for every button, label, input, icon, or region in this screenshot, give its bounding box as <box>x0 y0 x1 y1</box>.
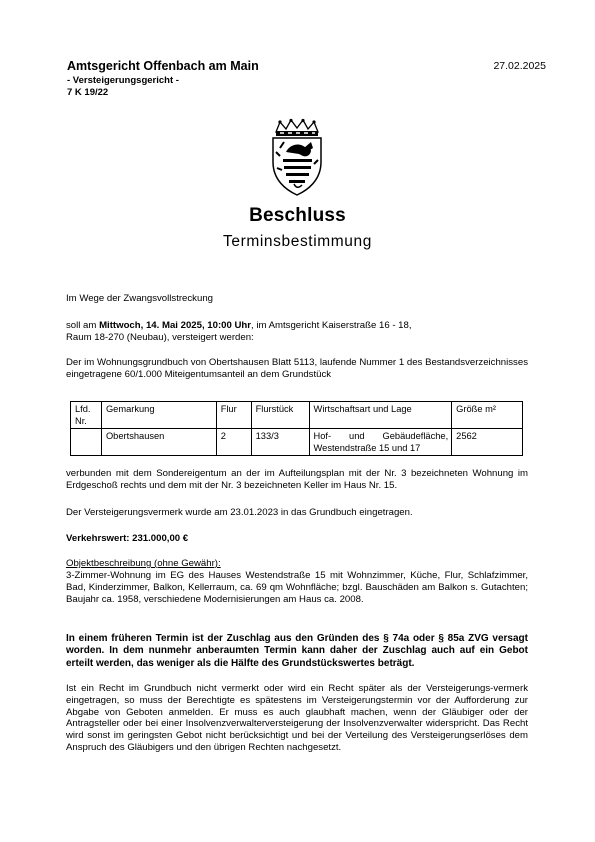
table-header-row <box>71 402 523 429</box>
court-department: - Versteigerungsgericht - <box>67 75 179 86</box>
table-cell <box>71 429 102 456</box>
appointment-location: , im Amtsgericht Kaiserstraße 16 - 18, <box>251 320 412 331</box>
court-name: Amtsgericht Offenbach am Main <box>67 59 259 73</box>
document-date: 27.02.2025 <box>493 60 546 72</box>
appointment-prefix: soll am <box>66 320 100 331</box>
appointment-room: Raum 18-270 (Neubau), versteigert werden: <box>66 331 254 343</box>
parcel-table <box>70 401 523 456</box>
document-subtitle: Terminsbestimmung <box>223 233 372 250</box>
object-description-heading: Objektbeschreibung (ohne Gewähr): <box>66 558 221 569</box>
property-description: Der im Wohnungsgrundbuch von Obertshausen Blatt 5113, laufende Nummer 1 des Bestandsverzeichnisses eingetragene 60/1.000 Miteigentumsanteil an dem Grundstück <box>66 357 528 380</box>
table-header-cell: Flurstück <box>251 402 309 429</box>
table-header-cell: Flur <box>216 402 251 429</box>
intro-text: Im Wege der Zwangsvollstreckung <box>66 293 213 304</box>
table-header-cell: Größe m² <box>452 402 523 429</box>
table-cell: Obertshausen <box>101 429 216 456</box>
connected-ownership-text: verbunden mit dem Sondereigentum an der im Aufteilungsplan mit der Nr. 3 bezeichneten Wohnung im Erdgeschoß rechts und dem mit der Nr. 3 bezeichneten Keller im Haus Nr. 15. <box>66 468 528 491</box>
case-number: 7 K 19/22 <box>67 87 109 98</box>
table-header-cell: Gemarkung <box>101 402 216 429</box>
table-row <box>71 429 523 456</box>
table-cell: Hof- und Gebäudefläche, Westendstraße 15 und 17 <box>309 429 452 456</box>
document-title: Beschluss <box>249 205 346 226</box>
market-value: Verkehrswert: 231.000,00 € <box>66 533 189 544</box>
appointment-datetime: Mittwoch, 14. Mai 2025, 10:00 Uhr <box>99 320 252 331</box>
hesse-coat-of-arms-icon <box>266 118 328 196</box>
registration-note: Der Versteigerungsvermerk wurde am 23.01.2023 in das Grundbuch eingetragen. <box>66 507 413 518</box>
table-cell: 133/3 <box>251 429 309 456</box>
object-description-text: 3-Zimmer-Wohnung im EG des Hauses Westendstraße 15 mit Wohnzimmer, Küche, Flur, Schlafzimmer, Bad, Kinderzimmer, Balkon, Kellerraum, ca. 69 qm Wohnfläche; bzgl. Bauschäden am Balkon s. Gutachten; Baujahr ca. 1958, verschiedene Modernisierungen am Haus ca. 2008. <box>66 570 528 605</box>
table-cell: 2562 <box>452 429 523 456</box>
appointment-text <box>66 320 528 344</box>
table-header-cell: Wirtschaftsart und Lage <box>309 402 452 429</box>
bold-notice: In einem früheren Termin ist der Zuschlag aus den Gründen des § 74a oder § 85a ZVG versagt worden. In dem nunmehr anberaumten Termin kann daher der Zuschlag auch auf ein Gebot erteilt werden, das weniger als die Hälfte des Grundstückswertes beträgt. <box>66 633 528 669</box>
table-cell: 2 <box>216 429 251 456</box>
table-header-cell: Lfd. Nr. <box>71 402 102 429</box>
legal-notice: Ist ein Recht im Grundbuch nicht vermerkt oder wird ein Recht später als der Versteigerungs-vermerk eingetragen, so muss der Berechtigte es spätestens im Versteigerungstermin vor der Aufforderung zur Abgabe von Geboten anmelden. Er muss es auch glaubhaft machen, wenn der Gläubiger oder der Antragsteller oder bei einer Insolvenzverwalterversteigerung der Insolvenzverwalter widerspricht. Das Recht wird sonst im geringsten Gebot nicht berücksichtigt und bei der Verteilung des Versteigerungserlöses dem Anspruch des Gläubigers und den übrigen Rechten nachgesetzt. <box>66 683 528 753</box>
